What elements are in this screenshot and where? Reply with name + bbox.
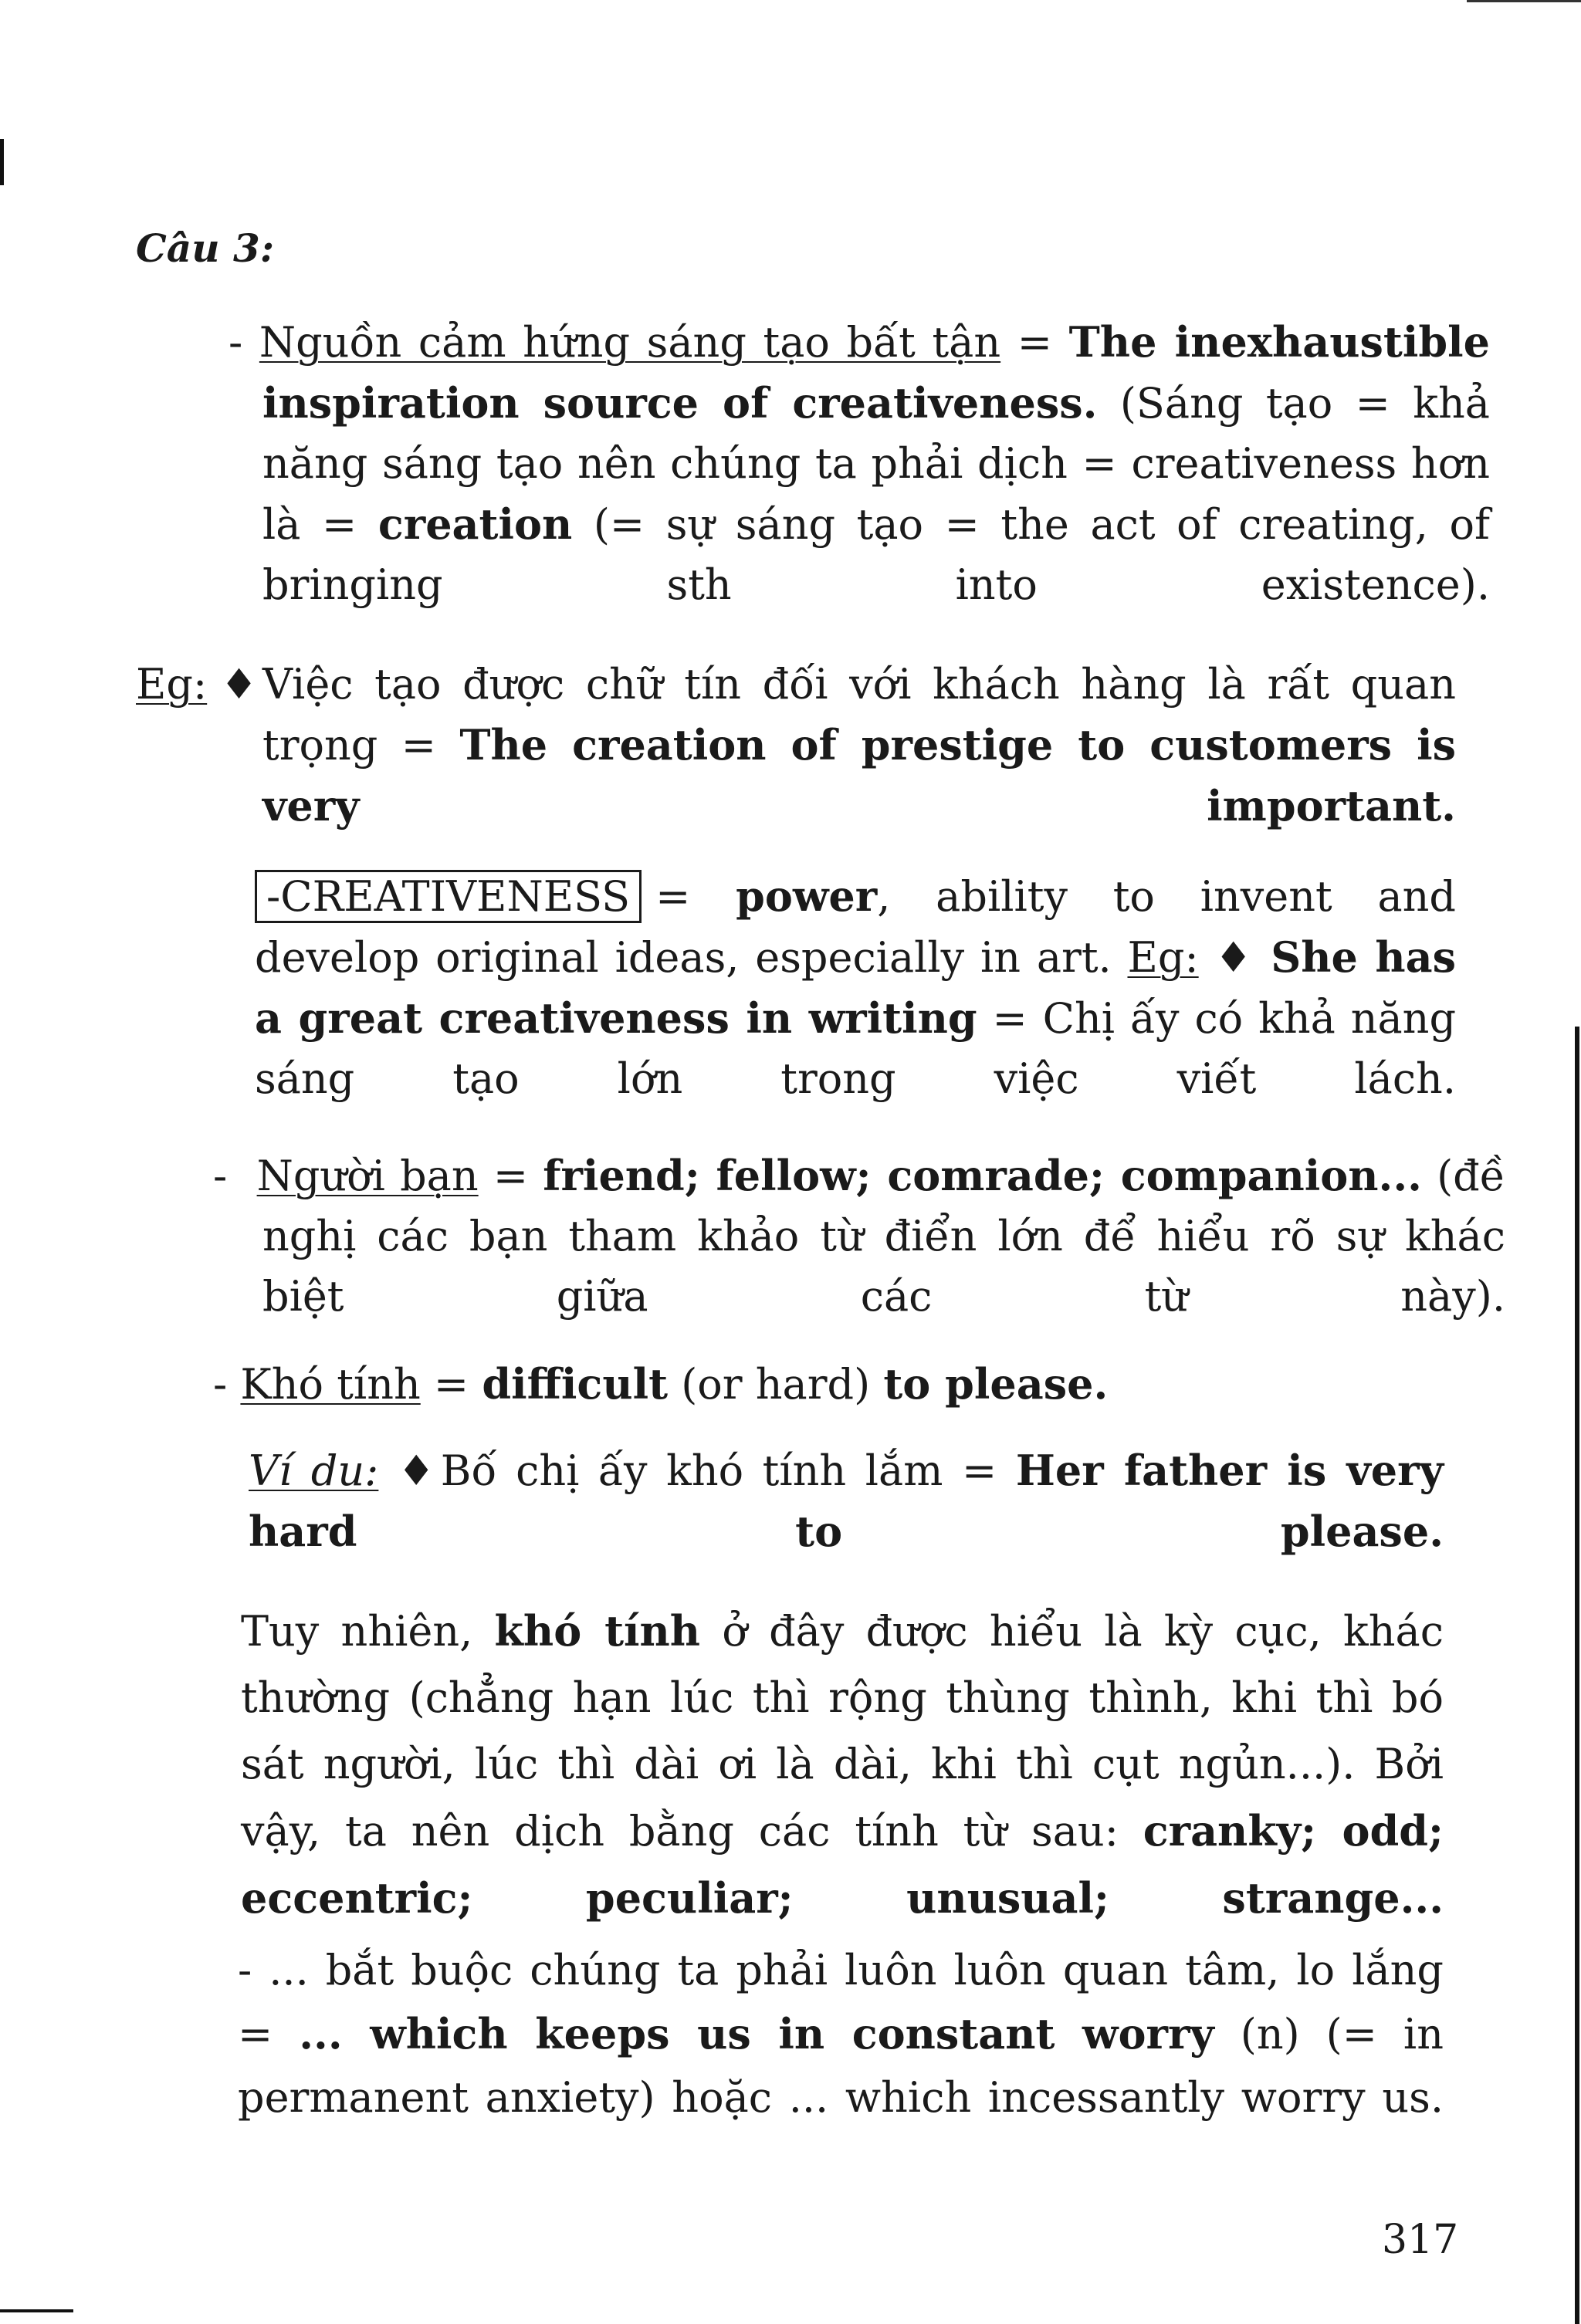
dash: - [229, 318, 243, 367]
term-kho-tinh: Khó tính [240, 1360, 421, 1409]
note: (đề nghị các bạn tham khảo từ điển lớn để hiểu rõ sự khác biệt giữa các từ này). [262, 1152, 1505, 1321]
dash: - [213, 1360, 228, 1409]
example-vi-du: Ví du: ♦Bố chị ấy khó tính lắm = Her father is very hard to please. [249, 1446, 1444, 1556]
term-nguon-cam-hung: Nguồn cảm hứng sáng tạo bất tận [259, 318, 1001, 367]
example-en: She has a great creativeness in writing [255, 932, 1456, 1043]
diamond-bullet-icon: ♦ [1198, 933, 1271, 982]
translation-en: ... which keeps us in constant worry [299, 2009, 1214, 2058]
word-power: power [736, 871, 878, 921]
entry-nguoi-ban: - Người bạn = friend; fellow; comrade; companion... (đề nghị các bạn tham khảo từ điển lớn để hiểu rõ sự khác biệt giữa các từ này). [213, 1151, 1505, 1321]
scan-edge-bottom [0, 2309, 73, 2312]
entry-creativeness: -CREATIVENESS = power, ability to invent and develop original ideas, especially in art. Eg: ♦ She has a great creativeness in writing = Chị ấy có khả năng sáng tạo lớn trong việc viết lách. [255, 871, 1457, 1103]
explanation-cont: (= sự sáng tạo = the act of creating, of bringing sth into existence). [262, 500, 1490, 609]
example-en: Her father is very hard to please. [249, 1446, 1444, 1556]
translation-en: difficult [482, 1359, 669, 1409]
translation-en: friend; fellow; comrade; companion... [543, 1151, 1422, 1200]
definition: , ability to invent and develop original ideas, especially in art. [255, 872, 1456, 982]
entry-kho-tinh: - Khó tính = difficult (or hard) to please. [213, 1359, 1109, 1409]
eg-label-2: Eg: [1127, 933, 1199, 982]
translation-en: The inexhaustible inspiration source of creativeness. [262, 317, 1490, 428]
paragraph-tuy-nhien: Tuy nhiên, khó tính ở đây được hiểu là kỳ cục, khác thường (chẳng hạn lúc thì rộng thùng thình, khi thì bó sát người, lúc thì dài ơi là dài, khi thì cụt ngủn...). Bởi vậy, ta nên dịch bằng các tính từ sau: cranky; odd; eccentric; peculiar; unusual; strange... [241, 1606, 1444, 1923]
eg-label-1: Eg: ♦ [136, 660, 258, 709]
example-creation: Việc tạo được chữ tín đối với khách hàng là rất quan trọng = The creation of prestige to customers is very important. [262, 660, 1456, 830]
example-vi: = Chị ấy có khả năng sáng tạo lớn trong việc viết lách. [255, 994, 1457, 1103]
vi-du-label: Ví du: [249, 1446, 379, 1495]
scan-edge-left [0, 139, 4, 185]
diamond-bullet-icon: ♦ [378, 1446, 441, 1495]
term-nguoi-ban: Người bạn [256, 1152, 479, 1200]
boxed-term-creativeness: -CREATIVENESS [255, 870, 642, 923]
word-creation: creation [377, 499, 573, 549]
scan-edge-top [1467, 0, 1581, 2]
page-number: 317 [1382, 2217, 1459, 2263]
scan-edge-right [1575, 1027, 1579, 2324]
dash: - [213, 1152, 228, 1200]
paragraph-bat-buoc: - ... bắt buộc chúng ta phải luôn luôn quan tâm, lo lắng = ... which keeps us in constant worry (n) (= in permanent anxiety) hoặc ... which incessantly worry us. [238, 1946, 1444, 2122]
section-heading: Câu 3: [136, 225, 275, 271]
adjective-list: cranky; odd; eccentric; peculiar; unusual; strange... [241, 1806, 1444, 1923]
word-kho-tinh: khó tính [494, 1606, 701, 1656]
explanation: (Sáng tạo = khả năng sáng tạo nên chúng ta phải dịch = creativeness hơn là = [262, 379, 1490, 549]
diamond-bullet-icon: ♦ [220, 660, 258, 709]
entry-nguon-cam-hung: - Nguồn cảm hứng sáng tạo bất tận = The inexhaustible inspiration source of creativeness. (Sáng tạo = khả năng sáng tạo nên chúng ta phải dịch = creativeness hơn là = creation (= sự sáng tạo = the act of creating, of bringing sth into existence). [229, 317, 1490, 609]
example-en: The creation of prestige to customers is very important. [262, 720, 1456, 830]
